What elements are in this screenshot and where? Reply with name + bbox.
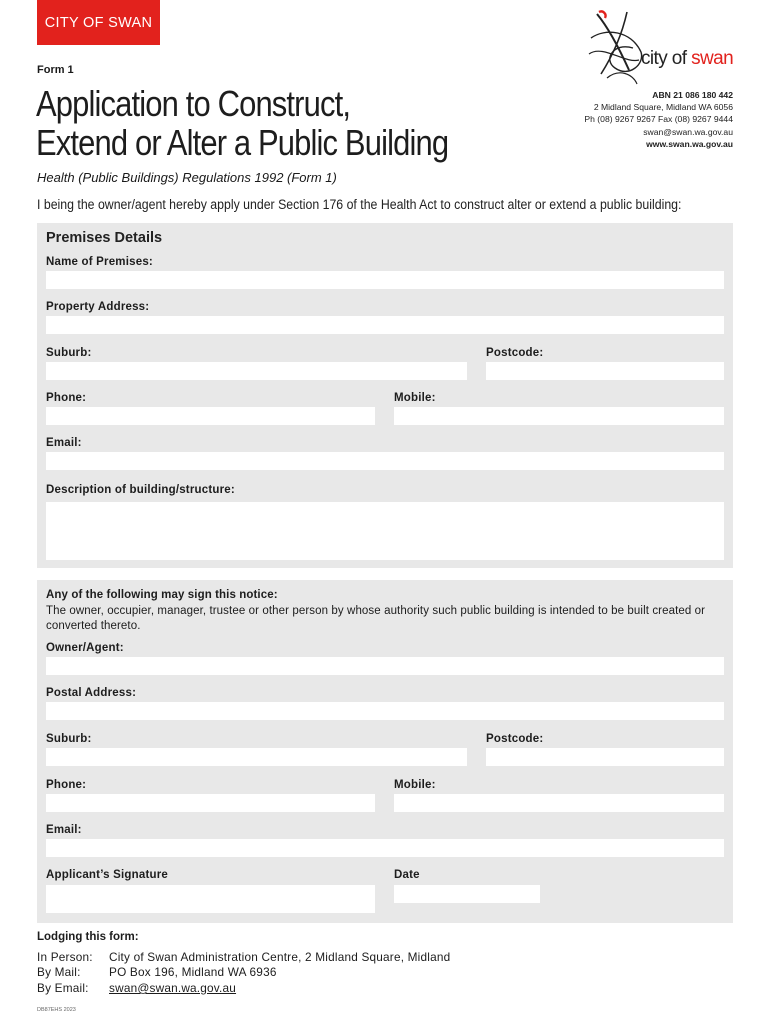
date-field[interactable] [394,885,540,903]
mail-value: PO Box 196, Midland WA 6936 [109,965,277,979]
lodging-in-person [37,950,450,964]
premises-mobile-label: Mobile: [394,392,436,404]
regulations-reference: Health (Public Buildings) Regulations 1992 (Form 1) [37,170,337,185]
property-address-label: Property Address: [46,301,150,313]
applicant-email-label: Email: [46,824,82,836]
signatory-heading: Any of the following may sign this notice: [46,589,278,601]
description-field[interactable] [46,502,724,560]
title-line-2: Extend or Alter a Public Building [36,122,449,163]
applicant-statement: I being the owner/agent hereby apply under Section 176 of the Health Act to construct alter or extend a public building: [37,197,682,212]
premises-postcode-label: Postcode: [486,347,544,359]
in-person-key: In Person: [37,950,93,964]
premises-mobile-field[interactable] [394,407,724,425]
postal-address-label: Postal Address: [46,687,137,699]
signature-field[interactable] [46,885,375,913]
logo-text-city: city of [641,48,692,69]
applicant-email-field[interactable] [46,839,724,857]
lodging-title: Lodging this form: [37,931,139,943]
lodging-by-mail [37,965,277,979]
premises-phone-label: Phone: [46,392,87,404]
page-title [36,84,448,162]
applicant-phone-label: Phone: [46,779,87,791]
applicant-mobile-label: Mobile: [394,779,436,791]
description-label: Description of building/structure: [46,484,235,496]
contact-phone-fax: Ph (08) 9267 9267 Fax (08) 9267 9444 [584,114,733,125]
contact-block [584,89,733,150]
premises-postcode-field[interactable] [486,362,724,380]
applicant-phone-field[interactable] [46,794,375,812]
lodging-by-email [37,981,236,995]
applicant-suburb-label: Suburb: [46,733,92,745]
applicant-postcode-field[interactable] [486,748,724,766]
form-code: DB87EHS 2023 [37,1007,76,1013]
logo-wordmark [641,48,733,70]
lodging-email-link[interactable]: swan@swan.wa.gov.au [109,981,237,995]
form-number: Form 1 [37,64,74,76]
mail-key: By Mail: [37,965,81,979]
signatory-note [46,588,726,635]
title-line-1: Application to Construct, [36,83,351,124]
premises-name-label: Name of Premises: [46,256,153,268]
applicant-postcode-label: Postcode: [486,733,544,745]
property-address-field[interactable] [46,316,724,334]
signatory-explanation: The owner, occupier, manager, trustee or other person by whose authority such public building is intended to be built created or converted thereto. [46,604,706,632]
contact-address: 2 Midland Square, Midland WA 6056 [593,102,733,113]
owner-agent-label: Owner/Agent: [46,642,124,654]
premises-name-field[interactable] [46,271,724,289]
contact-website: www.swan.wa.gov.au [646,138,733,149]
premises-suburb-label: Suburb: [46,347,92,359]
owner-agent-field[interactable] [46,657,724,675]
city-of-swan-banner: CITY OF SWAN [37,0,160,45]
contact-email: swan@swan.wa.gov.au [643,126,733,137]
logo-text-swan: swan [691,48,734,69]
in-person-value: City of Swan Administration Centre, 2 Midland Square, Midland [109,950,451,964]
premises-details-title: Premises Details [46,230,163,246]
premises-phone-field[interactable] [46,407,375,425]
date-label: Date [394,869,420,881]
premises-suburb-field[interactable] [46,362,467,380]
postal-address-field[interactable] [46,702,724,720]
premises-email-label: Email: [46,437,82,449]
email-key: By Email: [37,981,89,995]
applicant-mobile-field[interactable] [394,794,724,812]
signature-label: Applicant’s Signature [46,869,168,881]
abn: ABN 21 086 180 442 [652,90,733,100]
premises-email-field[interactable] [46,452,724,470]
applicant-suburb-field[interactable] [46,748,467,766]
